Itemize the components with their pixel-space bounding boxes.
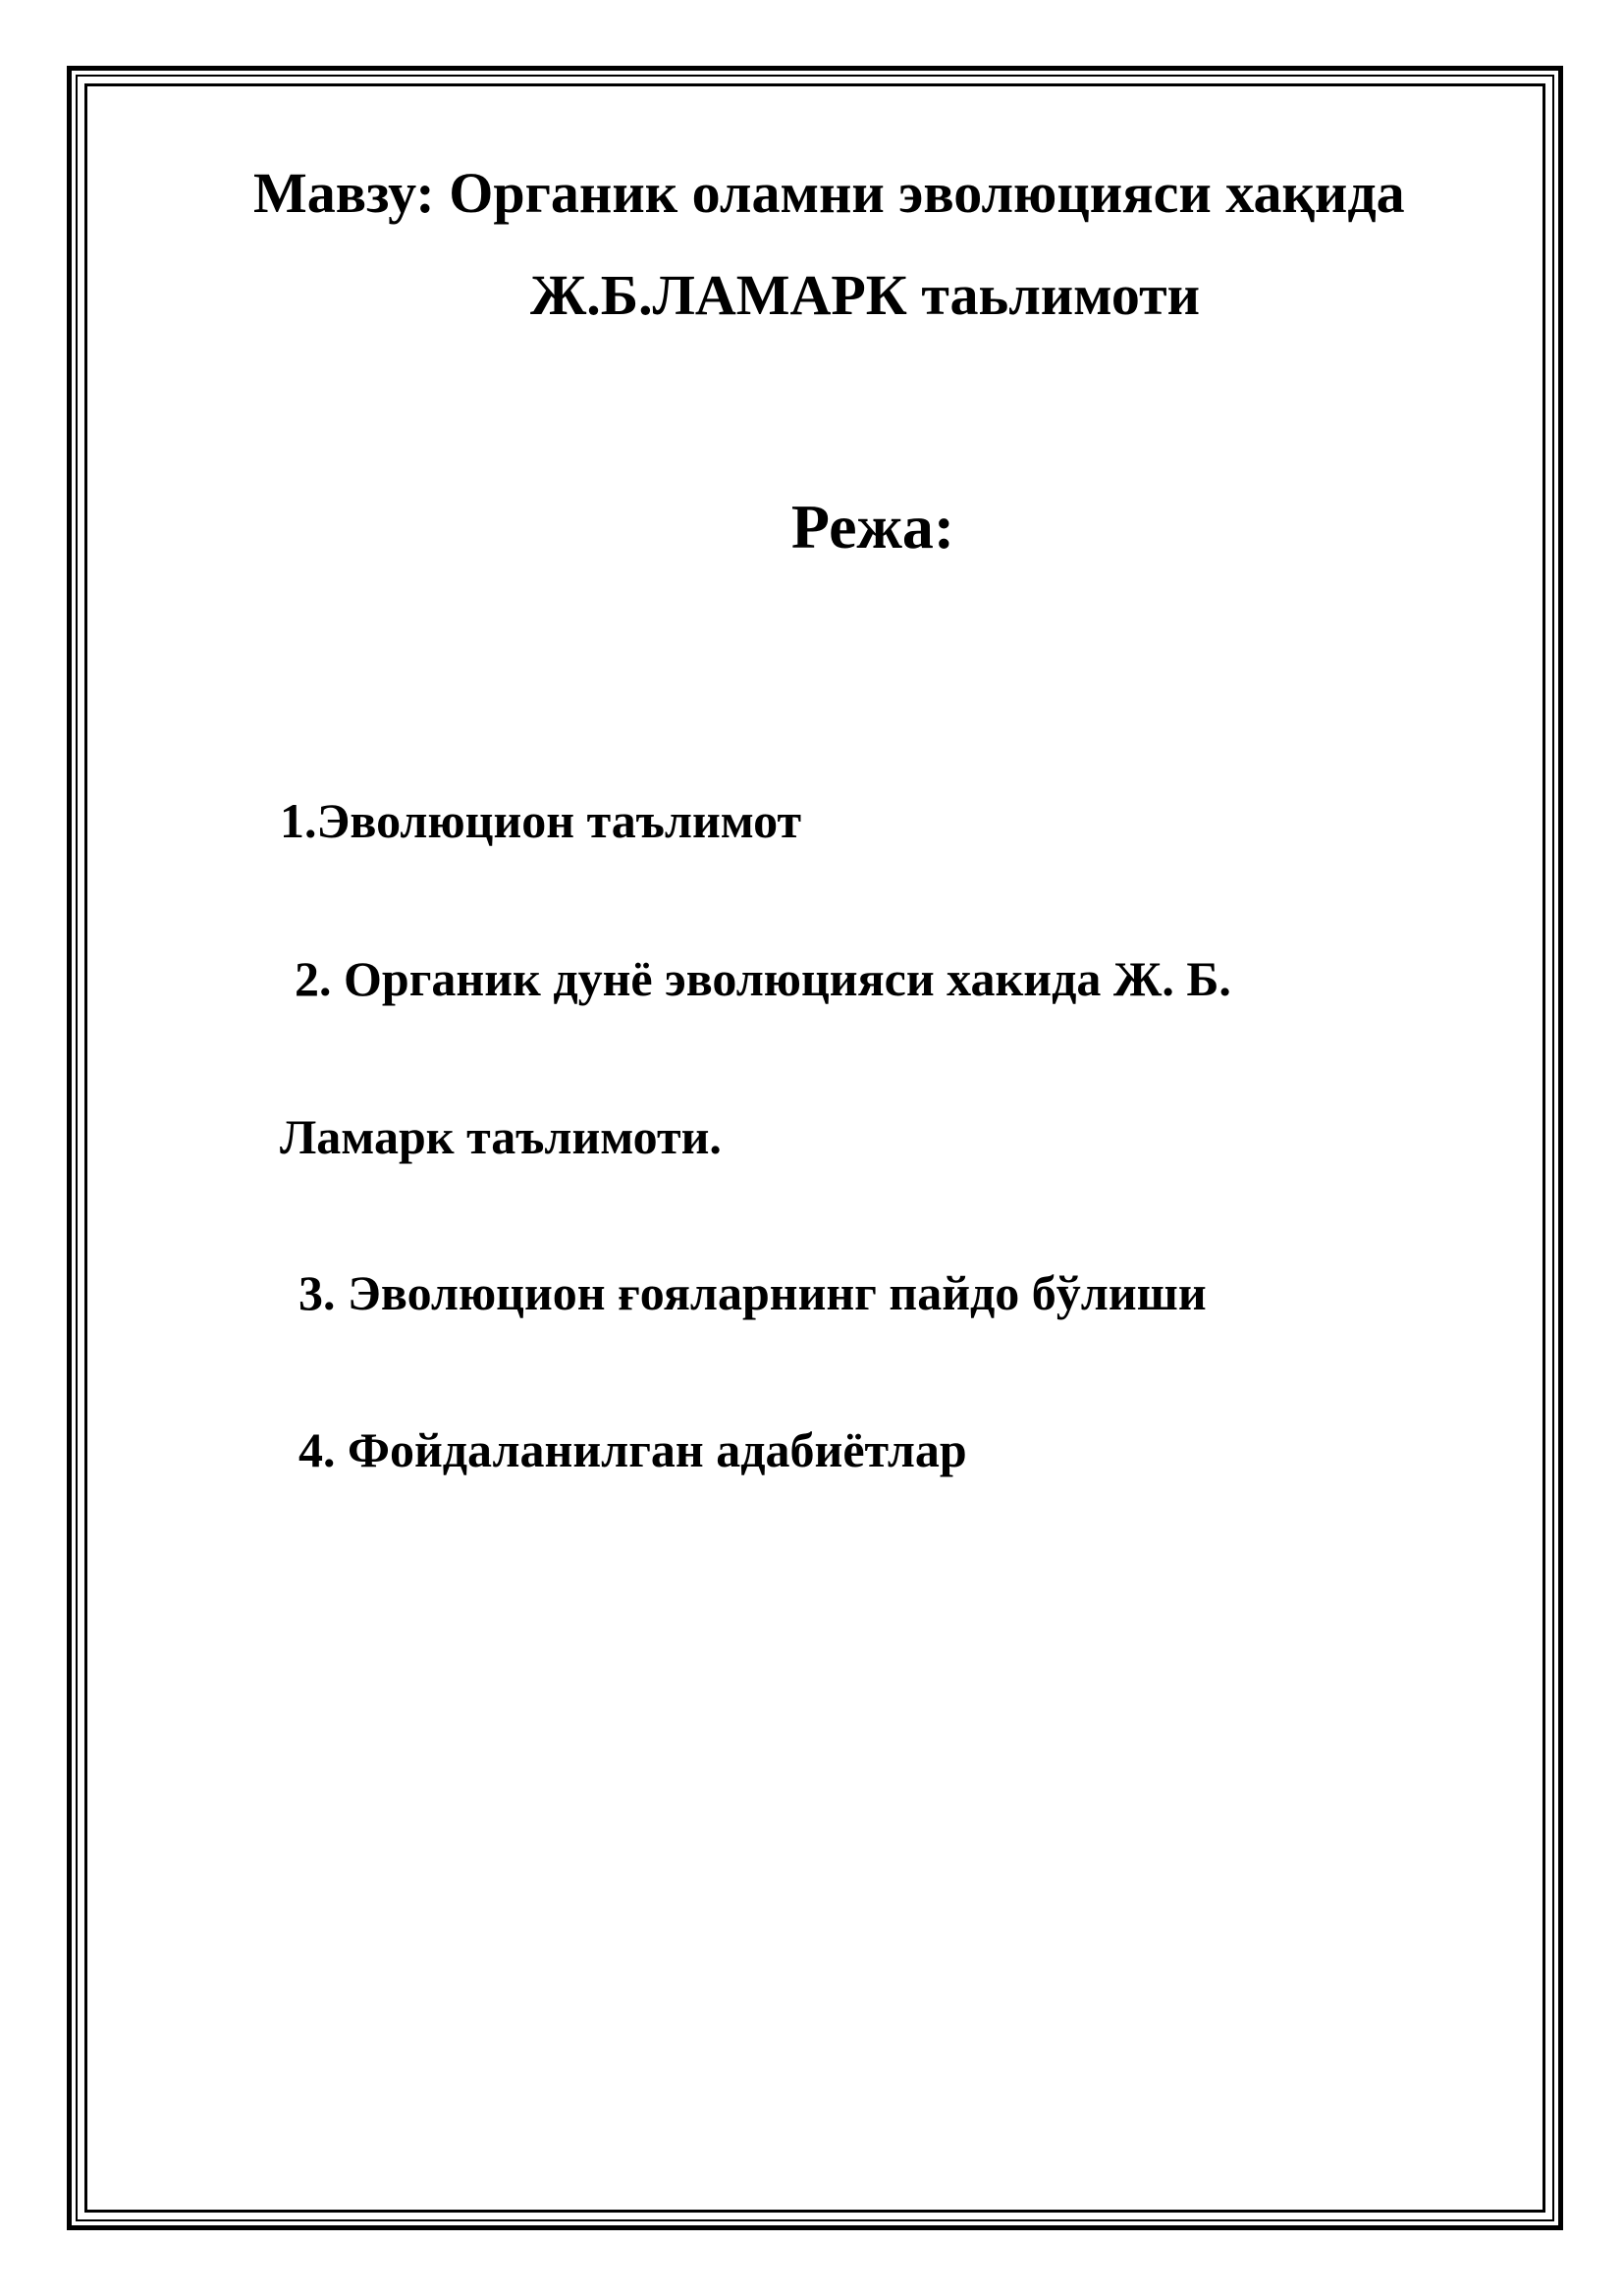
plan-item-2-line-2: Ламарк таълимоти. (280, 1109, 722, 1164)
plan-item-2-line-1: 2. Органик дунё эволюцияси хакида Ж. Б. (295, 951, 1231, 1006)
document-title-line-2: Ж.Б.ЛАМАРК таьлимоти (529, 263, 1201, 327)
document-title-line-1: Мавзу: Органик оламни эволюцияси хақида (253, 161, 1405, 225)
plan-item-1: 1.Эволюцион таълимот (280, 793, 802, 848)
plan-item-3: 3. Эволюцион ғояларнинг пайдо бўлиши (298, 1265, 1207, 1320)
plan-heading: Режа: (790, 492, 955, 561)
plan-heading-wrapper (0, 492, 1624, 561)
plan-item-4: 4. Фойдаланилган адабиётлар (298, 1422, 967, 1477)
document-title-line-2-wrapper (0, 263, 1624, 327)
